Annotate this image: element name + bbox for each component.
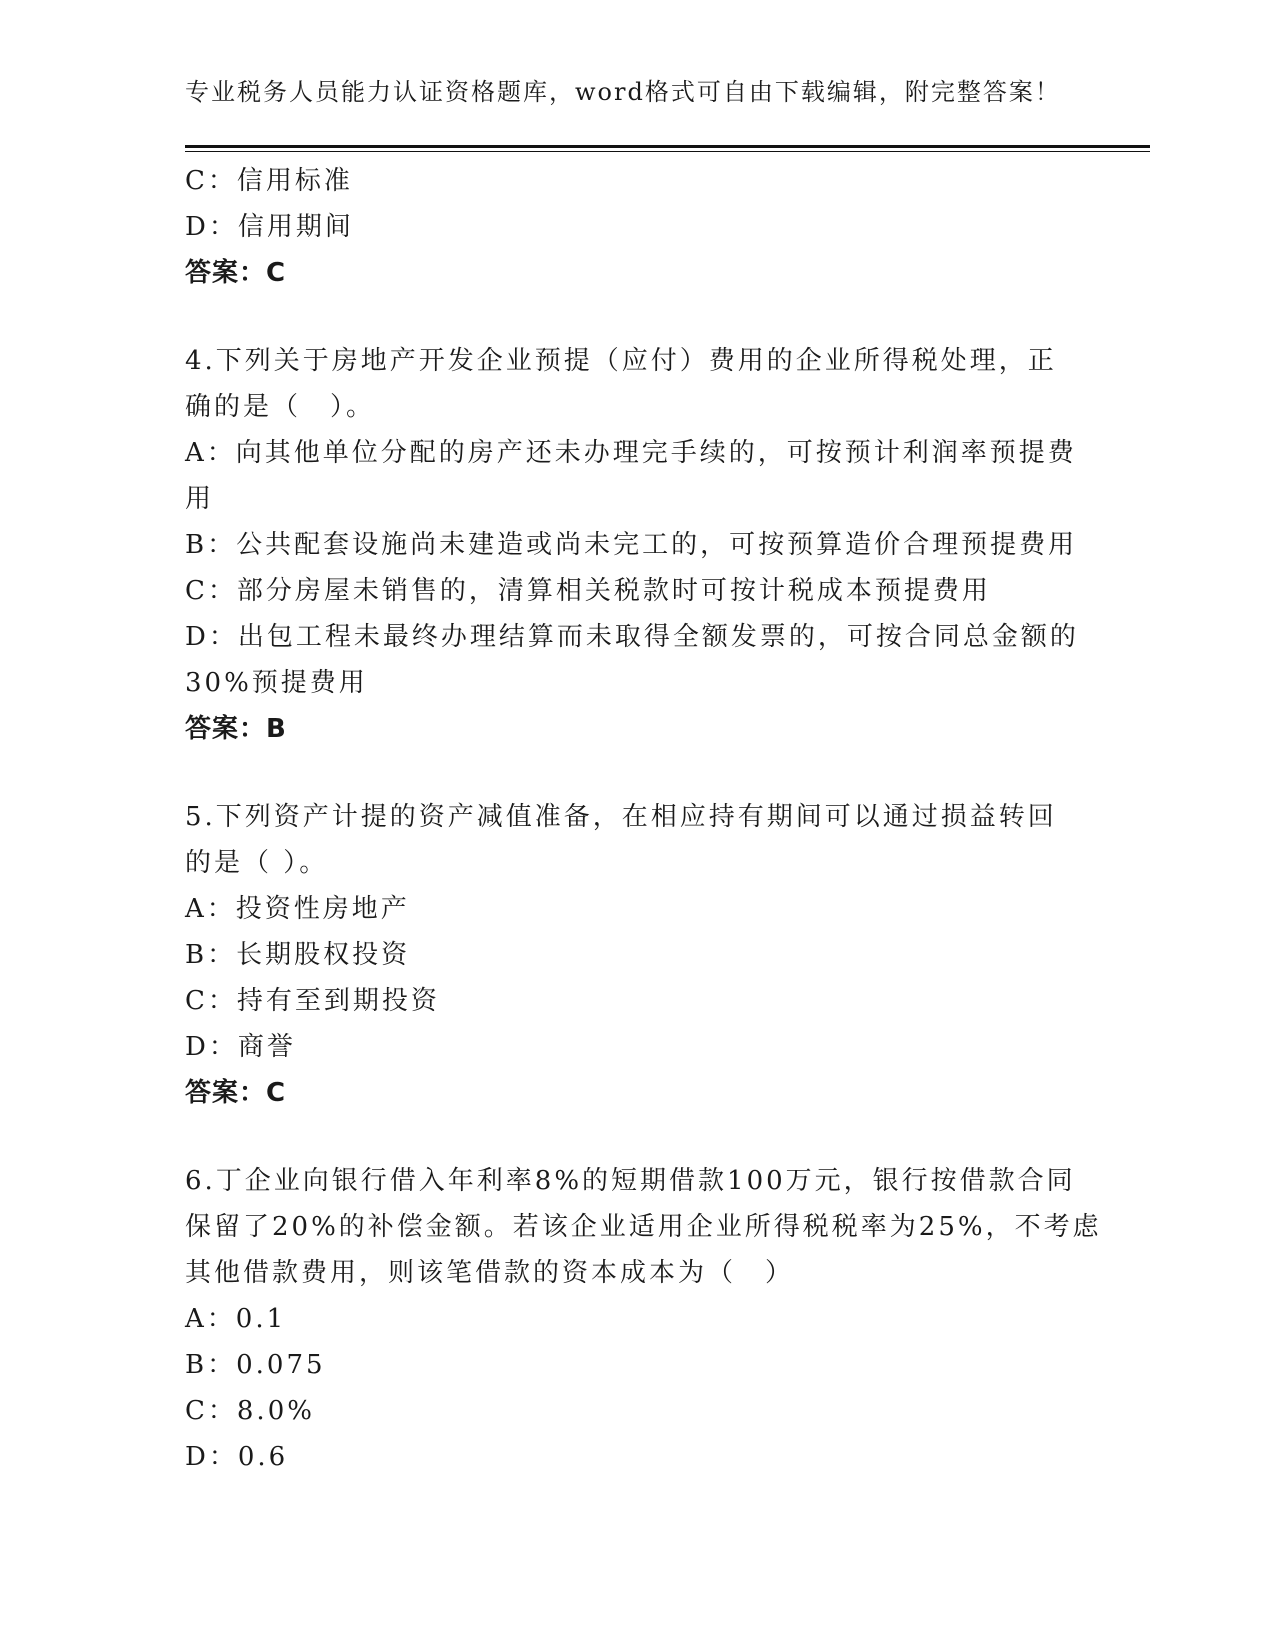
- option-a: A：向其他单位分配的房产还未办理完手续的，可按预计利润率预提费: [185, 438, 1077, 468]
- option-c: C：部分房屋未销售的，清算相关税款时可按计税成本预提费用: [185, 576, 991, 606]
- question-stem: 保留了20%的补偿金额。若该企业适用企业所得税税率为25%，不考虑: [185, 1212, 1102, 1242]
- block-gap: [185, 1116, 1085, 1158]
- answer-line: 答案：C: [185, 1078, 287, 1108]
- block-gap: [185, 752, 1085, 794]
- option-b: B：公共配套设施尚未建造或尚未完工的，可按预算造价合理预提费用: [185, 530, 1078, 560]
- answer-line: 答案：C: [185, 258, 287, 288]
- header-rule-thick: [185, 145, 1150, 148]
- question-stem: 的是（ ）。: [185, 848, 329, 878]
- question-block-3: [185, 158, 1085, 296]
- question-stem: 4.下列关于房地产开发企业预提（应付）费用的企业所得税处理，正: [185, 346, 1057, 376]
- question-content: [185, 158, 1102, 1480]
- question-stem: 5.下列资产计提的资产减值准备，在相应持有期间可以通过损益转回: [185, 802, 1057, 832]
- option-a: A：0.1: [185, 1304, 287, 1334]
- option-c: C：持有至到期投资: [185, 986, 440, 1016]
- question-block-4: [185, 338, 1085, 752]
- option-d: D：出包工程未最终办理结算而未取得全额发票的，可按合同总金额的: [185, 622, 1079, 652]
- option-c: C：8.0%: [185, 1396, 315, 1426]
- option-a: 用: [185, 484, 215, 514]
- option-d: D：0.6: [185, 1442, 289, 1472]
- option-a: A：投资性房地产: [185, 894, 410, 924]
- option-c: C：信用标准: [185, 166, 353, 196]
- option-d: 30%预提费用: [185, 668, 368, 698]
- option-d: D：商誉: [185, 1032, 296, 1062]
- option-d: D：信用期间: [185, 212, 354, 242]
- question-stem: 其他借款费用，则该笔借款的资本成本为（ ）: [185, 1258, 795, 1288]
- question-block-6: [185, 1158, 1102, 1480]
- question-stem: 6.丁企业向银行借入年利率8%的短期借款100万元，银行按借款合同: [185, 1166, 1076, 1196]
- option-b: B：0.075: [185, 1350, 326, 1380]
- block-gap: [185, 296, 1085, 338]
- page-header: 专业税务人员能力认证资格题库，word格式可自由下载编辑，附完整答案！: [185, 78, 1061, 106]
- header-rule-thin: [185, 151, 1150, 152]
- question-stem: 确的是（ ）。: [185, 392, 376, 422]
- option-b: B：长期股权投资: [185, 940, 411, 970]
- answer-line: 答案：B: [185, 714, 287, 744]
- question-block-5: [185, 794, 1085, 1116]
